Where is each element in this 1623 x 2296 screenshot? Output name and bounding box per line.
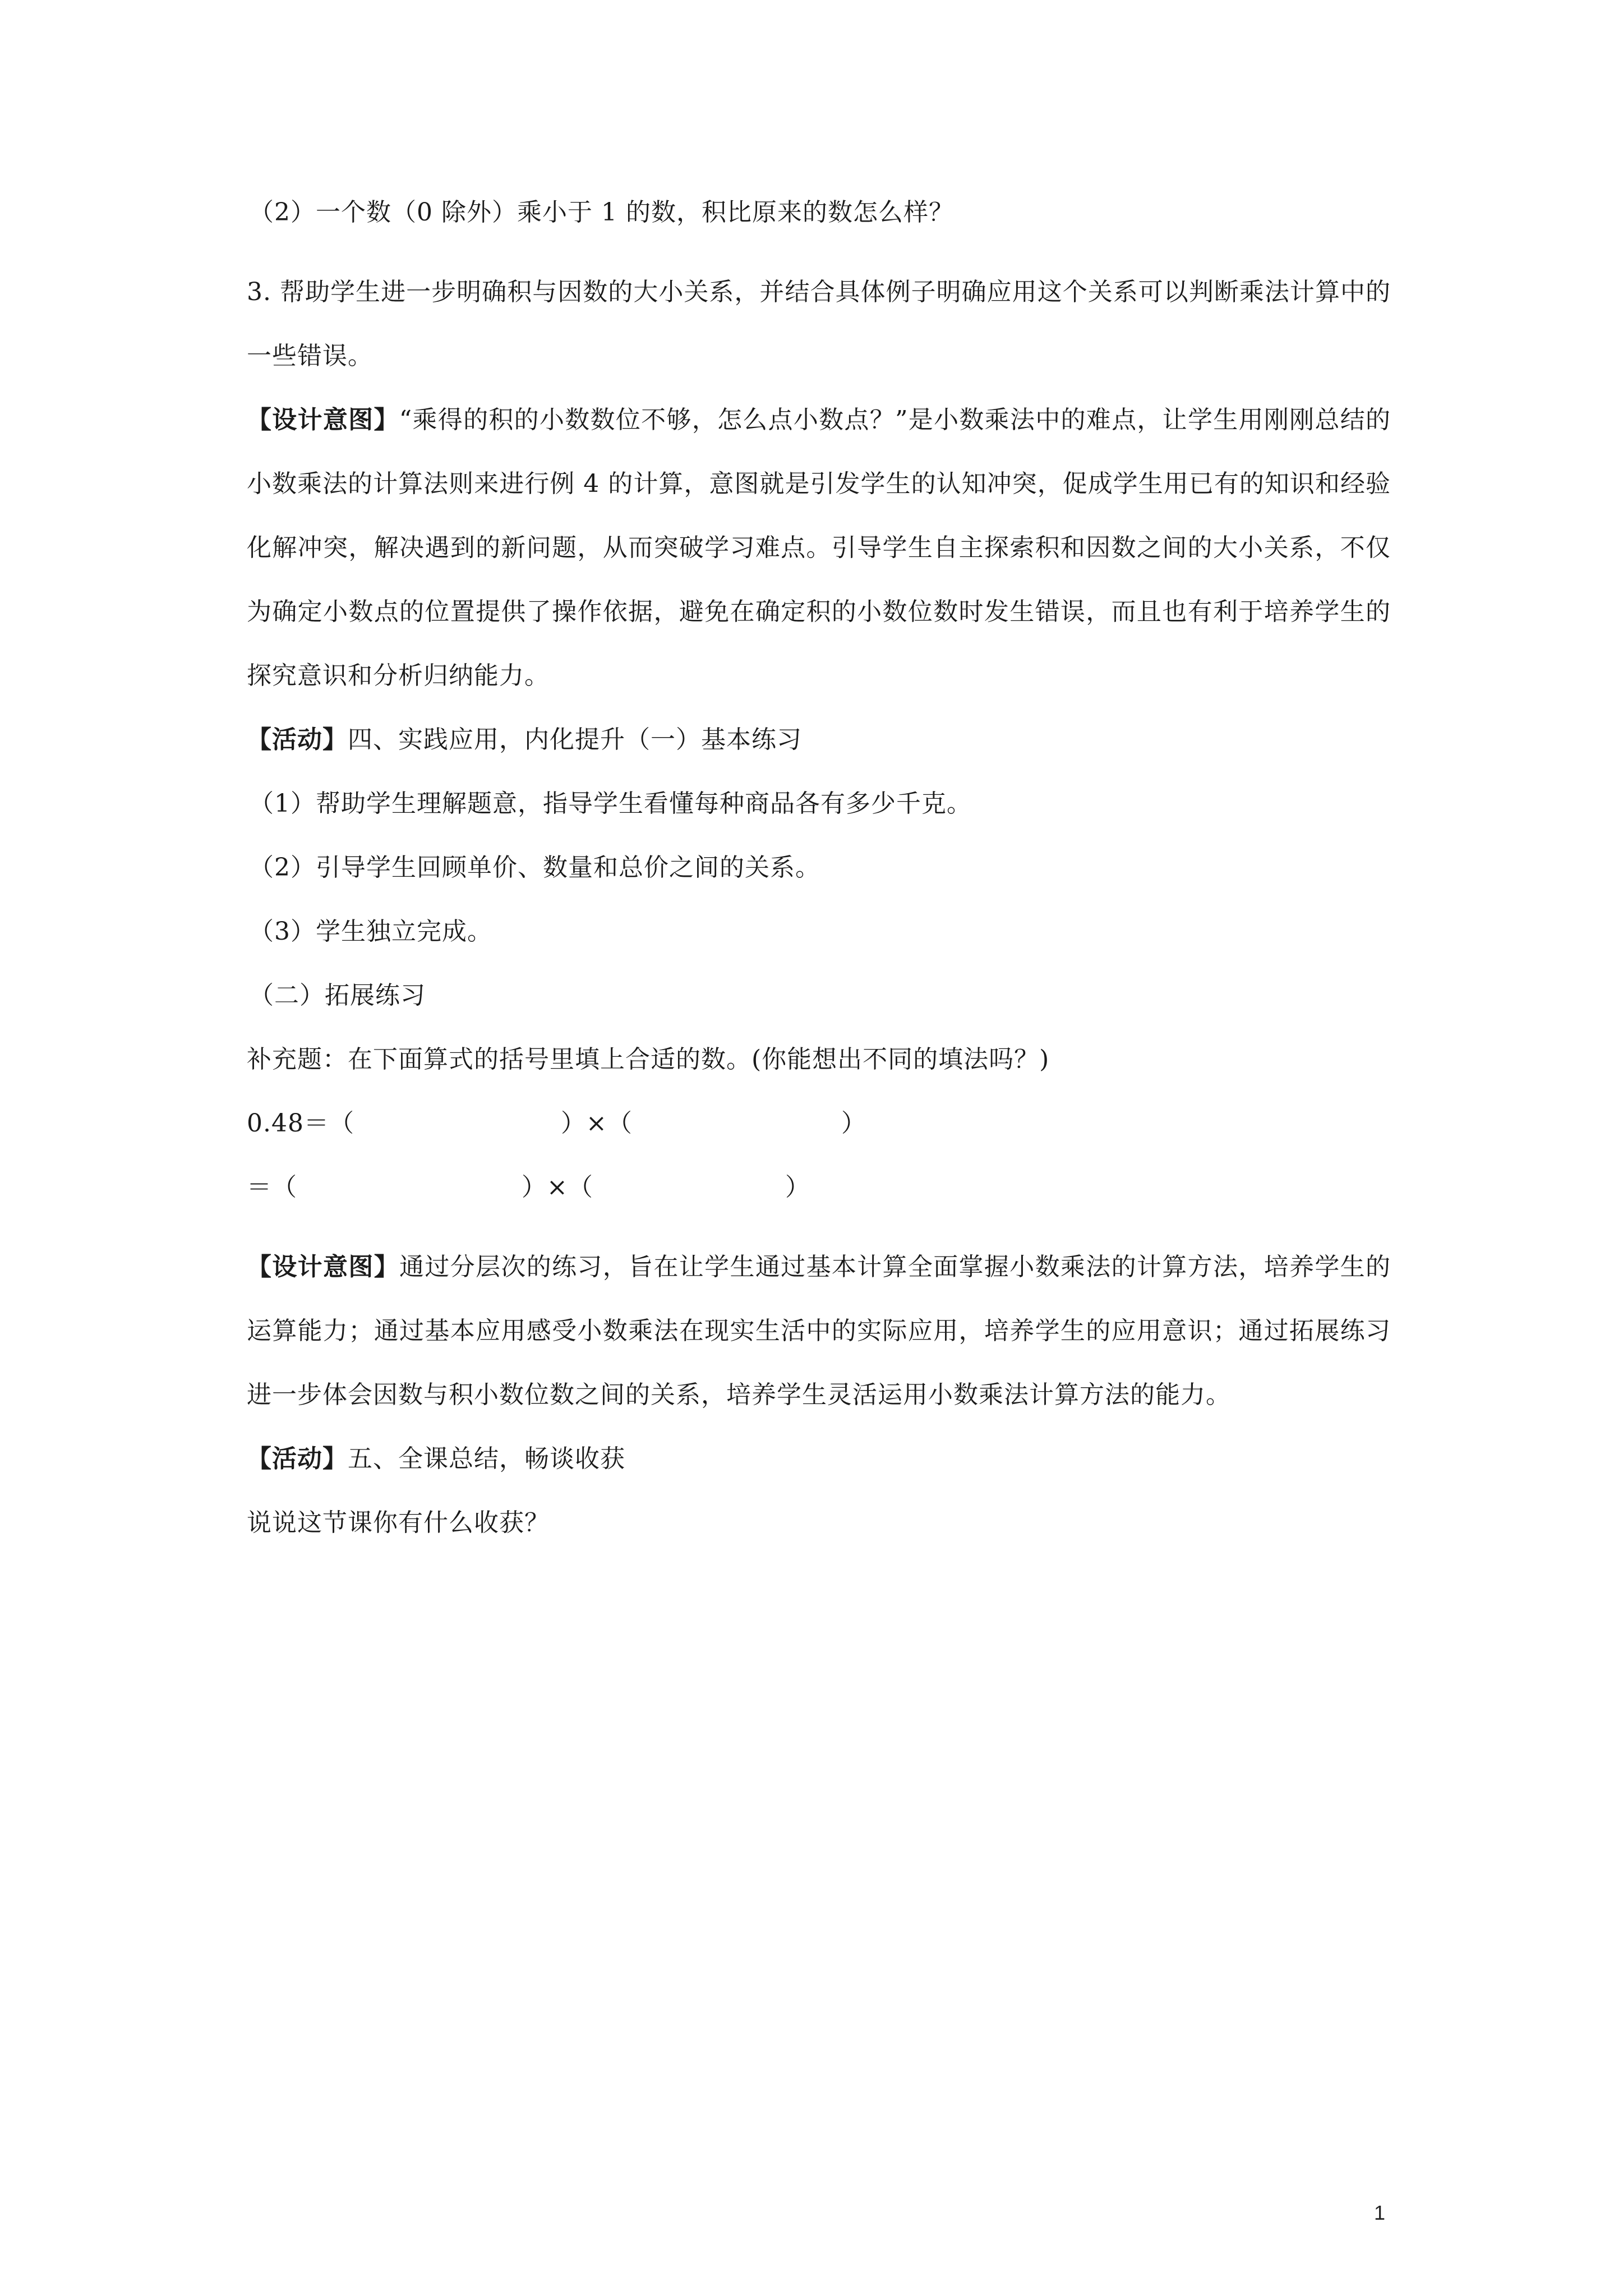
activity-4-text: 四、实践应用，内化提升（一）基本练习 [348,725,802,754]
page-number: 1 [1374,2201,1386,2224]
question-2: （2）一个数（0 除外）乘小于 1 的数，积比原来的数怎么样？ [249,198,954,227]
activity-tag: 【活动】 [247,725,348,754]
formula-1-left: 0.48＝（ [247,1109,354,1138]
activity-4-heading [247,724,1391,756]
closing-question: 说说这节课你有什么收获？ [247,1508,550,1537]
design-intent-tag: 【设计意图】 [247,406,399,434]
design-intent-tag-2: 【设计意图】 [247,1253,400,1281]
step-3-paragraph: 3. 帮助学生进一步明确积与因数的大小关系，并结合具体例子明确应用这个关系可以判断乘法计算中的一些错误。 [247,278,1391,370]
supplementary-question: 补充题：在下面算式的括号里填上合适的数。(你能想出不同的填法吗？) [247,1045,1050,1074]
activity-5-heading [247,1443,1391,1475]
formula-line-1 [247,1107,1391,1140]
design-intent-paragraph-1 [247,388,1391,708]
practice-item-2: （2）引导学生回顾单价、数量和总价之间的关系。 [249,853,820,882]
activity-5-text: 五、全课总结，畅谈收获 [348,1444,625,1473]
page-content [247,196,1391,1571]
formula-2-middle: ）×（ [522,1173,593,1202]
practice-item-1: （1）帮助学生理解题意，指导学生看懂每种商品各有多少千克。 [249,789,972,818]
formula-line-2 [247,1171,1391,1204]
formula-1-right: ） [841,1109,866,1138]
design-intent-paragraph-2 [247,1235,1391,1427]
formula-2-right: ） [785,1173,810,1202]
activity-tag-2: 【活动】 [247,1444,348,1473]
formula-1-middle: ）×（ [561,1109,633,1138]
extension-heading: （二）拓展练习 [249,981,426,1010]
design-intent-text: “乘得的积的小数数位不够，怎么点小数点？”是小数乘法中的难点，让学生用刚刚总结的小数乘法的计算法则来进行例 4 的计算，意图就是引发学生的认知冲突，促成学生用已有的知识和经验化解冲突，解决遇到的新问题，从而突破学习难点。引导学生自主探索积和因数之间的大小关系，不仅为确定小数点的位置提供了操作依据，避免在确定积的小数位数时发生错误，而且也有利于培养学生的探究意识和分析归纳能力。 [247,406,1391,690]
design-intent-text-2: 通过分层次的练习，旨在让学生通过基本计算全面掌握小数乘法的计算方法，培养学生的运算能力；通过基本应用感受小数乘法在现实生活中的实际应用，培养学生的应用意识；通过拓展练习进一步体会因数与积小数位数之间的关系，培养学生灵活运用小数乘法计算方法的能力。 [247,1253,1391,1409]
formula-2-left: ＝（ [247,1173,297,1202]
practice-item-3: （3）学生独立完成。 [249,917,492,946]
